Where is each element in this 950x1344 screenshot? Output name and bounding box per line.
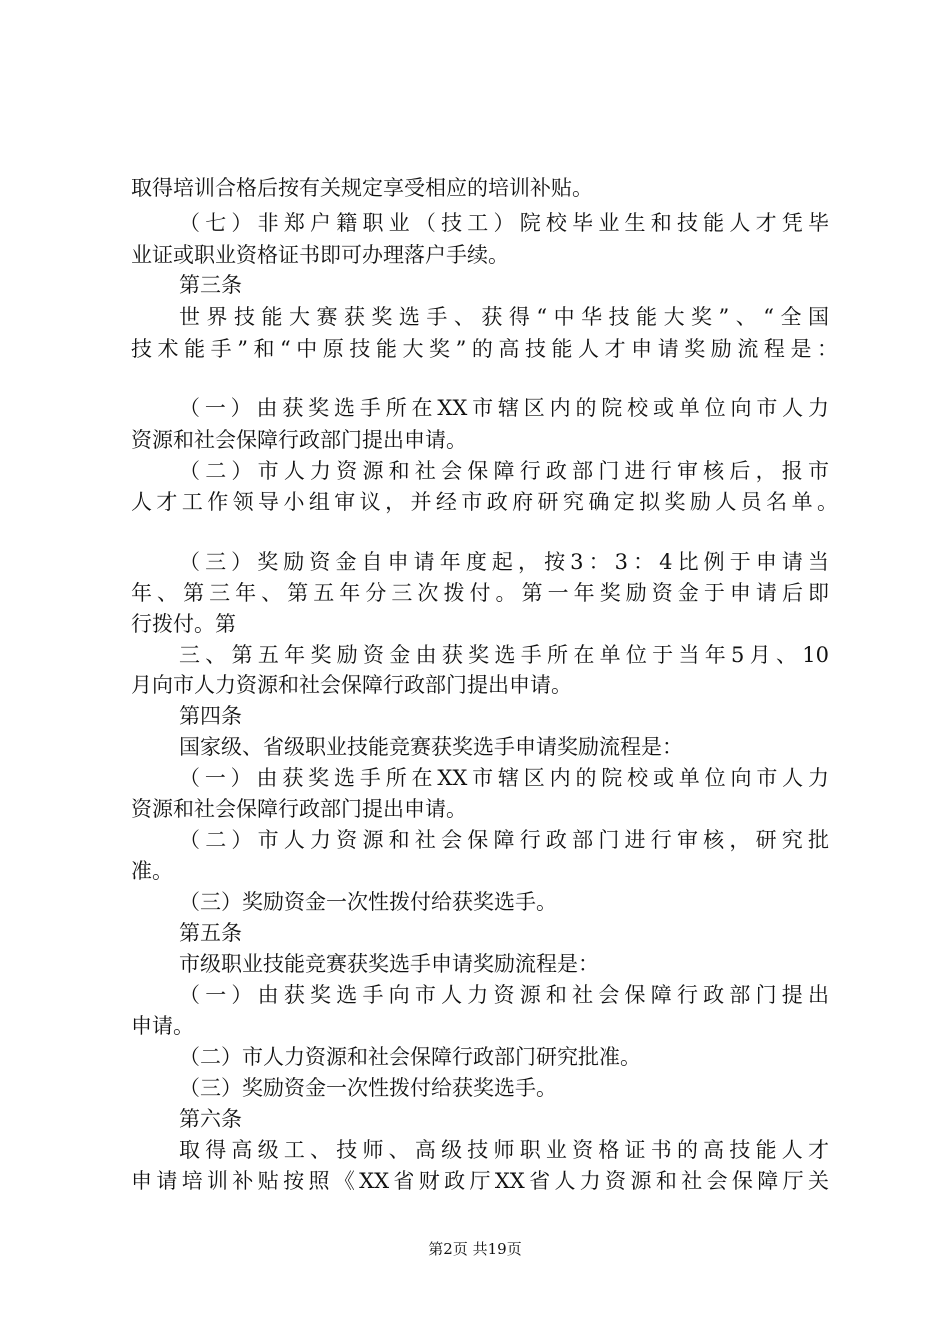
text-line: 取得高级工、技师、高级技师职业资格证书的高技能人才 (179, 1138, 829, 1162)
text-line: 年、第三年、第五年分三次拨付。第一年奖励资金于申请后即 (131, 581, 829, 605)
section-heading: 第四条 (179, 704, 242, 728)
text-line: 资源和社会保障行政部门提出申请。 (131, 428, 467, 452)
text-line: （二）市人力资源和社会保障行政部门进行审核，研究批 (179, 828, 829, 852)
text-line: 申请培训补贴按照《XX省财政厅XX省人力资源和社会保障厅关 (131, 1169, 829, 1193)
text-line: （三）奖励资金自申请年度起，按3：3：4比例于申请当 (179, 550, 829, 574)
text-line: 三、第五年奖励资金由获奖选手所在单位于当年5月、10 (179, 643, 829, 667)
section-heading: 第五条 (179, 921, 242, 945)
text-line: （二）市人力资源和社会保障行政部门进行审核后，报市 (179, 459, 829, 483)
text-line: 行拨付。第 (131, 612, 236, 636)
text-line: 市级职业技能竞赛获奖选手申请奖励流程是： (179, 952, 599, 976)
page-indicator: 第2页 共19页 (428, 1240, 522, 1258)
text-line: （二）市人力资源和社会保障行政部门研究批准。 (179, 1045, 641, 1069)
text-line: 资源和社会保障行政部门提出申请。 (131, 797, 467, 821)
text-line: 业证或职业资格证书即可办理落户手续。 (131, 243, 509, 267)
text-line: （三）奖励资金一次性拨付给获奖选手。 (179, 1076, 557, 1100)
text-line: 取得培训合格后按有关规定享受相应的培训补贴。 (131, 176, 593, 200)
text-line: 人才工作领导小组审议，并经市政府研究确定拟奖励人员名单。 (131, 490, 838, 514)
text-line: 申请。 (131, 1014, 194, 1038)
section-heading: 第三条 (179, 273, 242, 297)
text-line: 技术能手”和“中原技能大奖”的高技能人才申请奖励流程是： (131, 337, 838, 361)
text-line: 世界技能大赛获奖选手、获得“中华技能大奖”、“全国 (179, 305, 829, 329)
text-line: （一）由获奖选手所在XX市辖区内的院校或单位向市人力 (179, 396, 829, 420)
text-line: （一）由获奖选手向市人力资源和社会保障行政部门提出 (179, 983, 829, 1007)
text-line: （三）奖励资金一次性拨付给获奖选手。 (179, 890, 557, 914)
section-heading: 第六条 (179, 1107, 242, 1131)
text-line: 准。 (131, 859, 173, 883)
text-line: 国家级、省级职业技能竞赛获奖选手申请奖励流程是： (179, 735, 683, 759)
text-line: （一）由获奖选手所在XX市辖区内的院校或单位向市人力 (179, 766, 829, 790)
text-line: （七）非郑户籍职业（技工）院校毕业生和技能人才凭毕 (179, 211, 829, 235)
text-line: 月向市人力资源和社会保障行政部门提出申请。 (131, 673, 572, 697)
